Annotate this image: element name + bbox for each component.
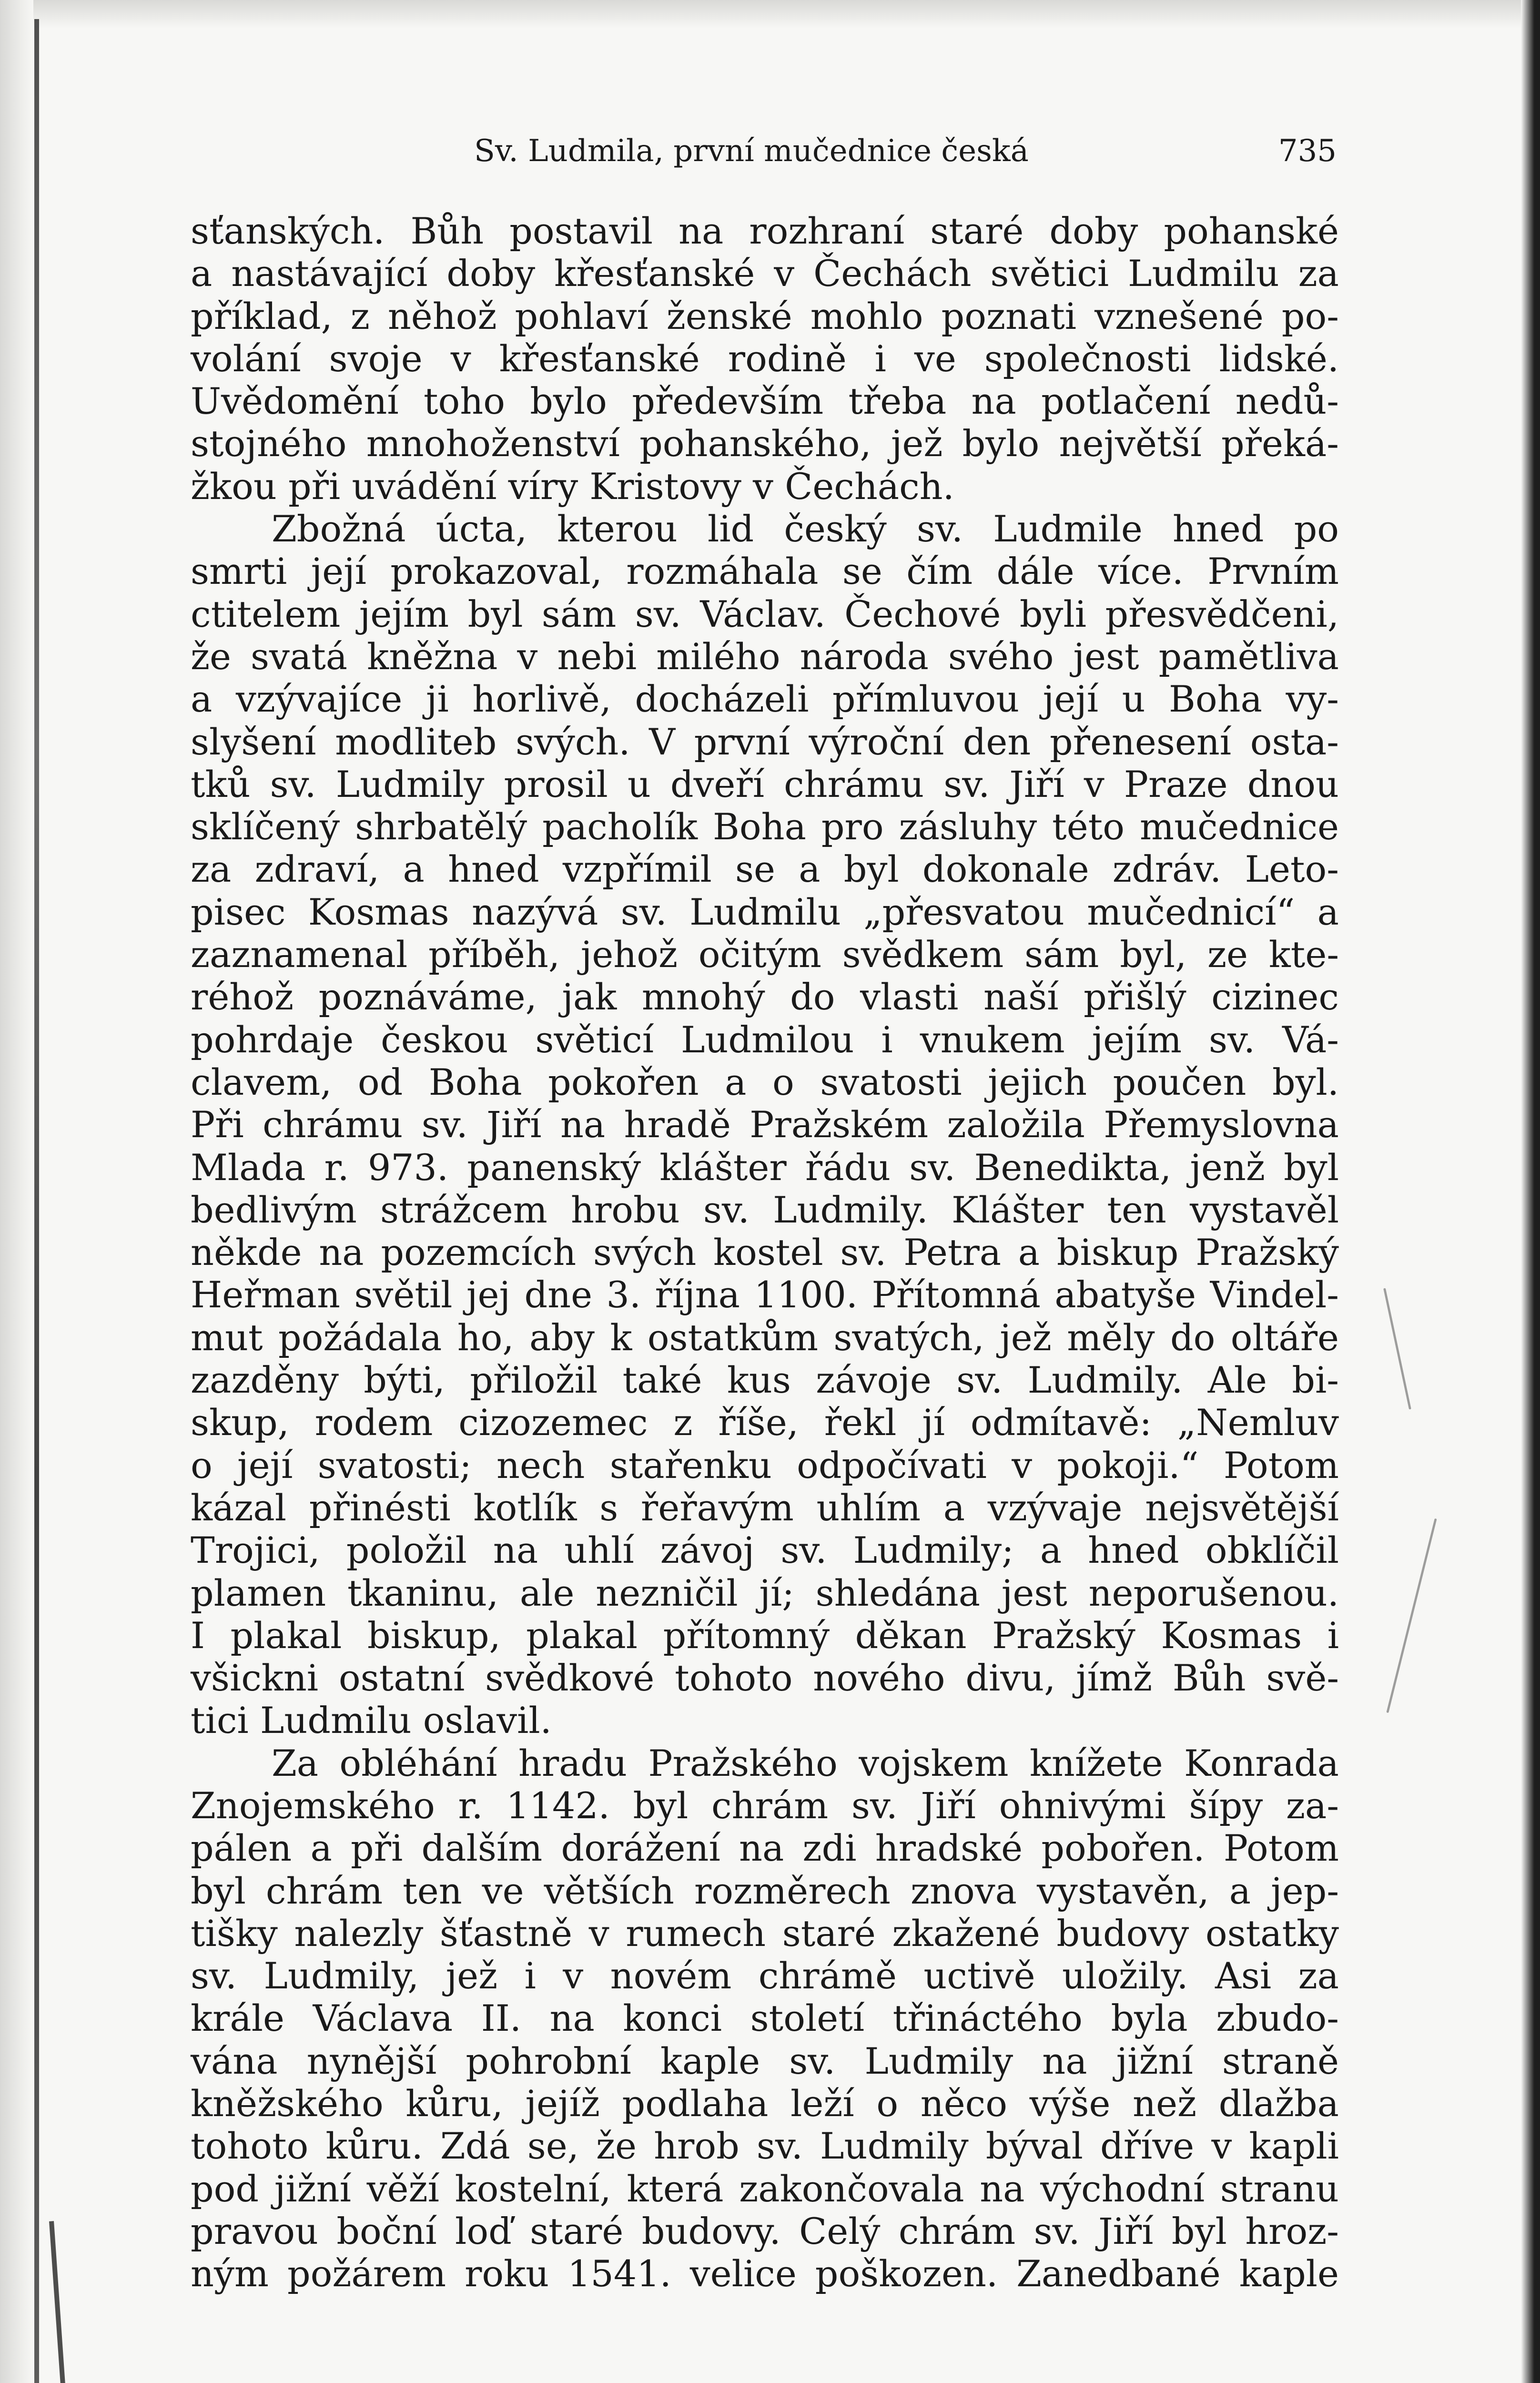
text-line: Zbožná úcta, kterou lid český sv. Ludmile hned po	[272, 508, 1339, 550]
paragraph	[191, 210, 1339, 508]
text-line: Za obléhání hradu Pražského vojskem knížete Konrada	[272, 1741, 1339, 1784]
text-line: clavem, od Boha pokořen a o svatosti jejich poučen byl.	[191, 1060, 1339, 1103]
text-line: réhož poznáváme, jak mnohý do vlasti naší přišlý cizinec	[191, 976, 1339, 1018]
text-line: pod jižní věží kostelní, která zakončovala na východní stranu	[191, 2167, 1339, 2210]
scan-left-edge	[0, 0, 33, 2383]
paragraph	[191, 508, 1339, 1742]
text-line: pohrdaje českou světicí Ludmilou i vnukem jejím sv. Vá-	[191, 1018, 1339, 1061]
text-line: že svatá kněžna v nebi milého národa svého jest pamětliva	[191, 635, 1339, 678]
text-line: ným požárem roku 1541. velice poškozen. Zanedbané kaple	[191, 2252, 1339, 2295]
text-line: Trojici, položil na uhlí závoj sv. Ludmily; a hned obklíčil	[191, 1529, 1339, 1572]
margin-pencil-mark	[1383, 1288, 1411, 1409]
paragraph	[191, 1742, 1339, 2295]
text-line: sv. Ludmily, jež i v novém chrámě uctivě uložily. Asi za	[191, 1955, 1339, 1997]
text-line: příklad, z něhož pohlaví ženské mohlo poznati vznešené po-	[191, 295, 1339, 337]
text-line: plamen tkaninu, ale nezničil jí; shledána jest neporušenou.	[191, 1571, 1339, 1614]
body-text	[191, 210, 1339, 2295]
text-line: všickni ostatní svědkové tohoto nového divu, jímž Bůh svě-	[191, 1657, 1339, 1700]
text-line: sklíčený shrbatělý pacholík Boha pro zásluhy této mučednice	[191, 805, 1339, 848]
text-line: kněžského kůru, jejíž podlaha leží o něco výše než dlažba	[191, 2082, 1339, 2125]
text-line: kázal přinésti kotlík s řeřavým uhlím a vzývaje nejsvětější	[191, 1486, 1339, 1529]
text-line: byl chrám ten ve větších rozměrech znova vystavěn, a jep-	[191, 1869, 1339, 1912]
text-line: pravou boční loď staré budovy. Celý chrám sv. Jiří byl hroz-	[191, 2210, 1339, 2252]
running-title: Sv. Ludmila, první mučednice česká	[474, 133, 1029, 169]
binding-mark	[49, 2221, 68, 2383]
text-line: Heřman světil jej dne 3. října 1100. Přítomná abatyše Vindel-	[191, 1273, 1339, 1316]
text-line: volání svoje v křesťanské rodině i ve společnosti lidské.	[191, 337, 1339, 380]
text-line: Uvědomění toho bylo především třeba na potlačení nedů-	[191, 380, 1339, 423]
text-line: bedlivým strážcem hrobu sv. Ludmily. Klášter ten vystavěl	[191, 1188, 1339, 1231]
scan-right-edge	[1521, 0, 1540, 2383]
text-line: za zdraví, a hned vzpřímil se a byl dokonale zdráv. Leto-	[191, 848, 1339, 891]
text-line: někde na pozemcích svých kostel sv. Petra a biskup Pražský	[191, 1231, 1339, 1274]
text-line: žkou při uvádění víry Kristovy v Čechách.	[191, 465, 954, 508]
text-line: Mlada r. 973. panenský klášter řádu sv. Benedikta, jenž byl	[191, 1146, 1339, 1189]
text-line: zazděny býti, přiložil také kus závoje sv. Ludmily. Ale bi-	[191, 1359, 1339, 1402]
text-line: a nastávající doby křesťanské v Čechách světici Ludmilu za	[191, 252, 1339, 295]
text-line: skup, rodem cizozemec z říše, řekl jí odmítavě: „Nemluv	[191, 1401, 1339, 1444]
text-line: ctitelem jejím byl sám sv. Václav. Čechové byli přesvědčeni,	[191, 592, 1339, 635]
page-number: 735	[1278, 133, 1337, 169]
text-line: stojného mnohoženství pohanského, jež bylo největší překá-	[191, 422, 1339, 465]
text-line: mut požádala ho, aby k ostatkům svatých, jež měly do oltáře	[191, 1316, 1339, 1359]
text-line: krále Václava II. na konci století třináctého byla zbudo-	[191, 1997, 1339, 2040]
running-head	[188, 130, 1341, 173]
text-line: vána nynější pohrobní kaple sv. Ludmily na jižní straně	[191, 2039, 1339, 2082]
text-line: Znojemského r. 1142. byl chrám sv. Jiří ohnivými šípy za-	[191, 1784, 1339, 1827]
text-line: pálen a při dalším dorážení na zdi hradské pobořen. Potom	[191, 1827, 1339, 1870]
margin-pencil-mark	[1386, 1518, 1437, 1713]
text-line: o její svatosti; nech stařenku odpočívati v pokoji.“ Potom	[191, 1444, 1339, 1487]
scan-top-shadow	[0, 0, 1540, 29]
text-line: Při chrámu sv. Jiří na hradě Pražském založila Přemyslovna	[191, 1103, 1339, 1146]
text-line: tici Ludmilu oslavil.	[191, 1699, 552, 1742]
text-line: tohoto kůru. Zdá se, že hrob sv. Ludmily býval dříve v kapli	[191, 2125, 1339, 2168]
text-line: pisec Kosmas nazývá sv. Ludmilu „přesvatou mučednicí“ a	[191, 890, 1339, 933]
text-line: zaznamenal příběh, jehož očitým svědkem sám byl, ze kte-	[191, 933, 1339, 976]
text-line: tišky nalezly šťastně v rumech staré zkažené budovy ostatky	[191, 1912, 1339, 1955]
text-line: slyšení modliteb svých. V první výroční den přenesení osta-	[191, 720, 1339, 763]
binding-spine	[34, 19, 39, 2383]
text-line: I plakal biskup, plakal přítomný děkan Pražský Kosmas i	[191, 1614, 1339, 1657]
text-line: a vzývajíce ji horlivě, docházeli přímluvou její u Boha vy-	[191, 678, 1339, 721]
text-line: smrti její prokazoval, rozmáhala se čím dále více. Prvním	[191, 550, 1339, 593]
text-line: tků sv. Ludmily prosil u dveří chrámu sv. Jiří v Praze dnou	[191, 763, 1339, 805]
text-line: sťanských. Bůh postavil na rozhraní staré doby pohanské	[191, 210, 1339, 252]
